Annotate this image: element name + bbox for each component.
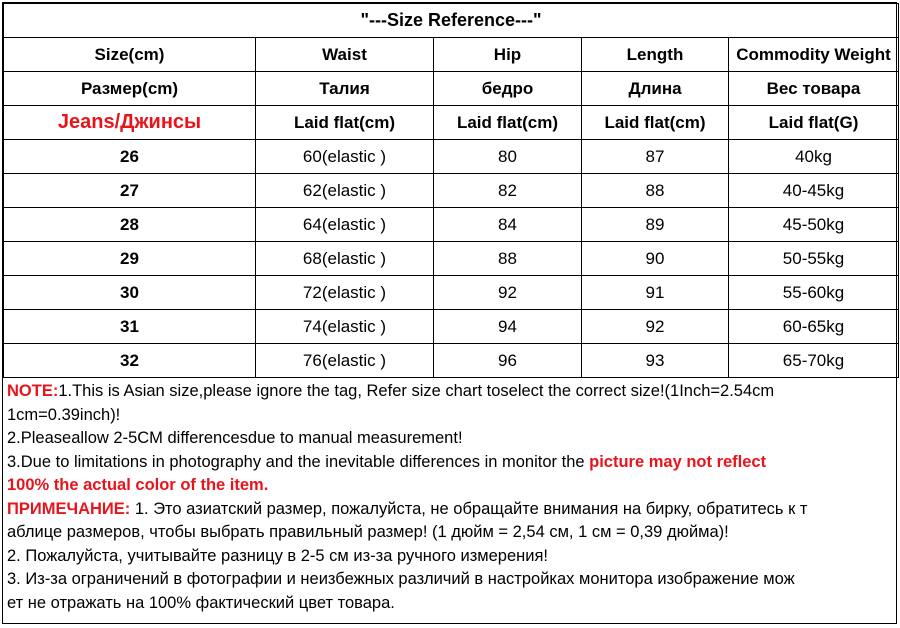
- ru-note-3-cont: ет не отражать на 100% фактический цвет товара.: [7, 593, 395, 612]
- length-cell: 88: [582, 174, 729, 208]
- size-reference-sheet: [2, 2, 897, 624]
- header-row-unit: [4, 106, 899, 140]
- ru-note-1-text: 1. Это азиатский размер, пожалуйста, не обращайте внимания на бирку, обратитесь к т: [130, 499, 808, 518]
- length-cell: 89: [582, 208, 729, 242]
- ru-note-label: ПРИМЕЧАНИЕ:: [7, 499, 131, 518]
- header-waist-ru: Талия: [256, 72, 434, 106]
- table-row: [4, 140, 899, 174]
- header-hip-ru: бедро: [434, 72, 582, 106]
- size-cell: 30: [4, 276, 256, 310]
- header-hip: Hip: [434, 38, 582, 72]
- notes-section: [3, 378, 896, 615]
- ru-note-3: 3. Из-за ограничений в фотографии и неизбежных различий в настройках монитора изображение мож: [7, 570, 795, 588]
- note-1: [7, 380, 892, 404]
- size-cell: 29: [4, 242, 256, 276]
- size-cell: 28: [4, 208, 256, 242]
- header-length: Length: [582, 38, 729, 72]
- note-3-warning: picture may not reflect: [589, 452, 767, 471]
- length-cell: 90: [582, 242, 729, 276]
- unit-length: Laid flat(cm): [582, 106, 729, 140]
- ru-note-2: 2. Пожалуйста, учитывайте разницу в 2-5 см из-за ручного измерения!: [7, 546, 549, 565]
- table-row: [4, 208, 899, 242]
- length-cell: 92: [582, 310, 729, 344]
- ru-note-1-cont: аблице размеров, чтобы выбрать правильный размер! (1 дюйм = 2,54 см, 1 см = 0,39 дюйма)!: [7, 523, 729, 541]
- weight-cell: 60-65kg: [729, 310, 899, 344]
- header-weight: Commodity Weight: [729, 38, 899, 72]
- note-1-text: 1.This is Asian size,please ignore the tag, Refer size chart toselect the correct size!(1Inch=2.54cm: [58, 382, 775, 400]
- waist-cell: 72(elastic ): [256, 276, 434, 310]
- waist-cell: 60(elastic ): [256, 140, 434, 174]
- waist-cell: 64(elastic ): [256, 208, 434, 242]
- size-cell: 26: [4, 140, 256, 174]
- unit-weight: Laid flat(G): [729, 106, 899, 140]
- waist-cell: 74(elastic ): [256, 310, 434, 344]
- note-3: [7, 451, 892, 475]
- table-row: [4, 242, 899, 276]
- hip-cell: 88: [434, 242, 582, 276]
- hip-cell: 80: [434, 140, 582, 174]
- hip-cell: 96: [434, 344, 582, 378]
- hip-cell: 84: [434, 208, 582, 242]
- size-cell: 27: [4, 174, 256, 208]
- weight-cell: 50-55kg: [729, 242, 899, 276]
- ru-note-1: [7, 498, 892, 522]
- waist-cell: 62(elastic ): [256, 174, 434, 208]
- note-2: 2.Pleaseallow 2-5CM differencesdue to manual measurement!: [7, 429, 463, 447]
- weight-cell: 55-60kg: [729, 276, 899, 310]
- table-row: [4, 174, 899, 208]
- size-cell: 32: [4, 344, 256, 378]
- length-cell: 93: [582, 344, 729, 378]
- hip-cell: 82: [434, 174, 582, 208]
- weight-cell: 45-50kg: [729, 208, 899, 242]
- waist-cell: 76(elastic ): [256, 344, 434, 378]
- header-row-en: [4, 38, 899, 72]
- weight-cell: 40kg: [729, 140, 899, 174]
- note-3-warning-cont: 100% the actual color of the item.: [7, 476, 269, 494]
- table-row: [4, 344, 899, 378]
- length-cell: 87: [582, 140, 729, 174]
- header-length-ru: Длина: [582, 72, 729, 106]
- size-cell: 31: [4, 310, 256, 344]
- size-table: [3, 3, 899, 378]
- note-1-cont: 1cm=0.39inch)!: [7, 405, 121, 424]
- header-row-ru: [4, 72, 899, 106]
- unit-hip: Laid flat(cm): [434, 106, 582, 140]
- unit-waist: Laid flat(cm): [256, 106, 434, 140]
- note-3-text: 3.Due to limitations in photography and the inevitable differences in monitor the: [7, 452, 590, 471]
- product-type-label: Jeans/Джинсы: [4, 106, 256, 140]
- hip-cell: 94: [434, 310, 582, 344]
- weight-cell: 65-70kg: [729, 344, 899, 378]
- header-weight-ru: Вес товара: [729, 72, 899, 106]
- header-size-ru: Размер(cm): [4, 72, 256, 106]
- table-row: [4, 276, 899, 310]
- waist-cell: 68(elastic ): [256, 242, 434, 276]
- header-waist: Waist: [256, 38, 434, 72]
- table-row: [4, 310, 899, 344]
- table-title: "---Size Reference---": [4, 4, 899, 38]
- weight-cell: 40-45kg: [729, 174, 899, 208]
- header-size: Size(cm): [4, 38, 256, 72]
- hip-cell: 92: [434, 276, 582, 310]
- length-cell: 91: [582, 276, 729, 310]
- note-label: NOTE:: [7, 382, 59, 400]
